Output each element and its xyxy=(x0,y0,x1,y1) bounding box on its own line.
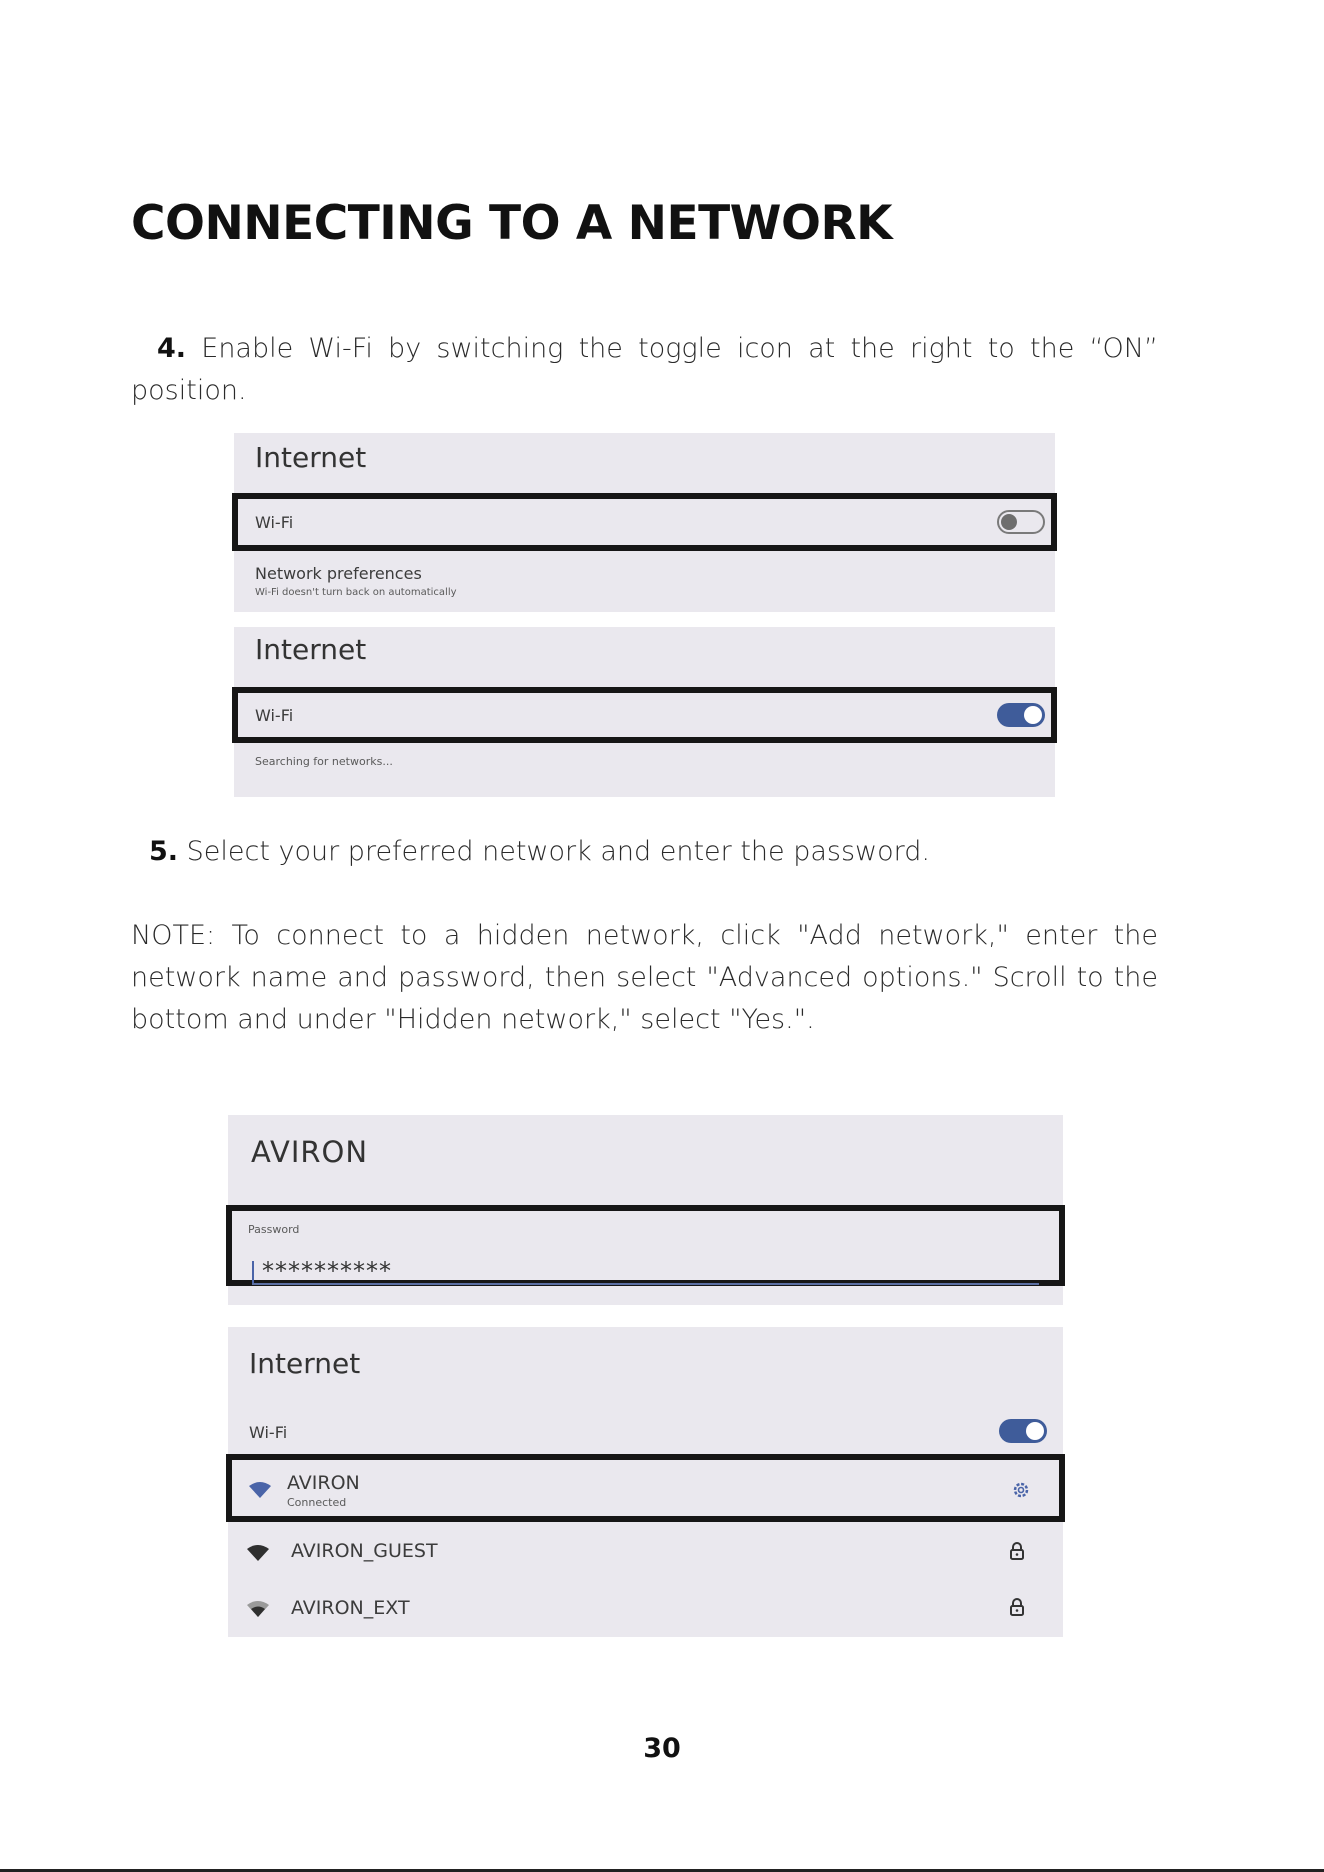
wifi-label: Wi-Fi xyxy=(249,1423,288,1442)
internet-title: Internet xyxy=(255,441,367,474)
page-title: CONNECTING TO A NETWORK xyxy=(131,196,893,251)
wifi-label: Wi-Fi xyxy=(255,513,294,532)
step-4-text: Enable Wi-Fi by switching the toggle icon at the right to the “ON” position. xyxy=(131,333,1158,406)
network-name: AVIRON_EXT xyxy=(291,1597,410,1619)
internet-title: Internet xyxy=(249,1347,361,1380)
screenshot-wifi-off xyxy=(234,433,1055,612)
internet-title: Internet xyxy=(255,633,367,666)
page-number: 30 xyxy=(643,1733,681,1764)
screenshot-network-list xyxy=(228,1327,1063,1637)
network-status: Connected xyxy=(287,1496,347,1509)
screenshot-password-dialog xyxy=(228,1115,1063,1305)
lock-icon xyxy=(1009,1597,1025,1617)
network-preferences-label[interactable]: Network preferences xyxy=(255,564,422,583)
searching-status: Searching for networks... xyxy=(255,755,393,768)
password-input[interactable] xyxy=(252,1259,1039,1285)
wifi-toggle-on[interactable] xyxy=(997,703,1045,727)
wifi-row-highlight xyxy=(232,687,1057,743)
toggle-knob xyxy=(1024,706,1042,724)
network-row-aviron-guest[interactable] xyxy=(228,1527,1063,1577)
network-name: AVIRON xyxy=(287,1472,360,1494)
wifi-full-icon xyxy=(248,1480,272,1500)
text-cursor xyxy=(252,1261,254,1283)
lock-icon xyxy=(1009,1541,1025,1561)
wifi-row-highlight xyxy=(232,493,1057,551)
network-preferences-subtitle: Wi-Fi doesn't turn back on automatically xyxy=(255,587,457,598)
hidden-network-note: NOTE: To connect to a hidden network, click "Add network," enter the network name and password, then select "Advanced options." Scroll to the bottom and under "Hidden network," select "Yes.". xyxy=(131,920,1158,1035)
toggle-knob xyxy=(1001,514,1017,530)
screenshot-wifi-on xyxy=(234,627,1055,797)
wifi-toggle-off[interactable] xyxy=(997,510,1045,534)
password-field-highlight xyxy=(226,1205,1065,1286)
step-4-instruction xyxy=(131,328,1158,412)
step-5-instruction xyxy=(131,831,1158,873)
step-5-text: Select your preferred network and enter the password. xyxy=(178,836,930,867)
toggle-knob xyxy=(1026,1422,1044,1440)
wifi-toggle-on[interactable] xyxy=(999,1419,1047,1443)
gear-icon[interactable] xyxy=(1011,1480,1031,1500)
wifi-label: Wi-Fi xyxy=(255,706,294,725)
password-field-label: Password xyxy=(248,1223,300,1236)
network-row-aviron[interactable] xyxy=(226,1454,1065,1522)
step-5-number: 5. xyxy=(149,836,179,867)
wifi-full-icon xyxy=(246,1543,270,1563)
wifi-partial-icon xyxy=(246,1599,270,1619)
step-4-number: 4. xyxy=(157,333,187,364)
network-name-title: AVIRON xyxy=(251,1135,369,1169)
network-name: AVIRON_GUEST xyxy=(291,1540,438,1562)
password-value: ********** xyxy=(262,1257,392,1285)
network-row-aviron-ext[interactable] xyxy=(228,1583,1063,1633)
